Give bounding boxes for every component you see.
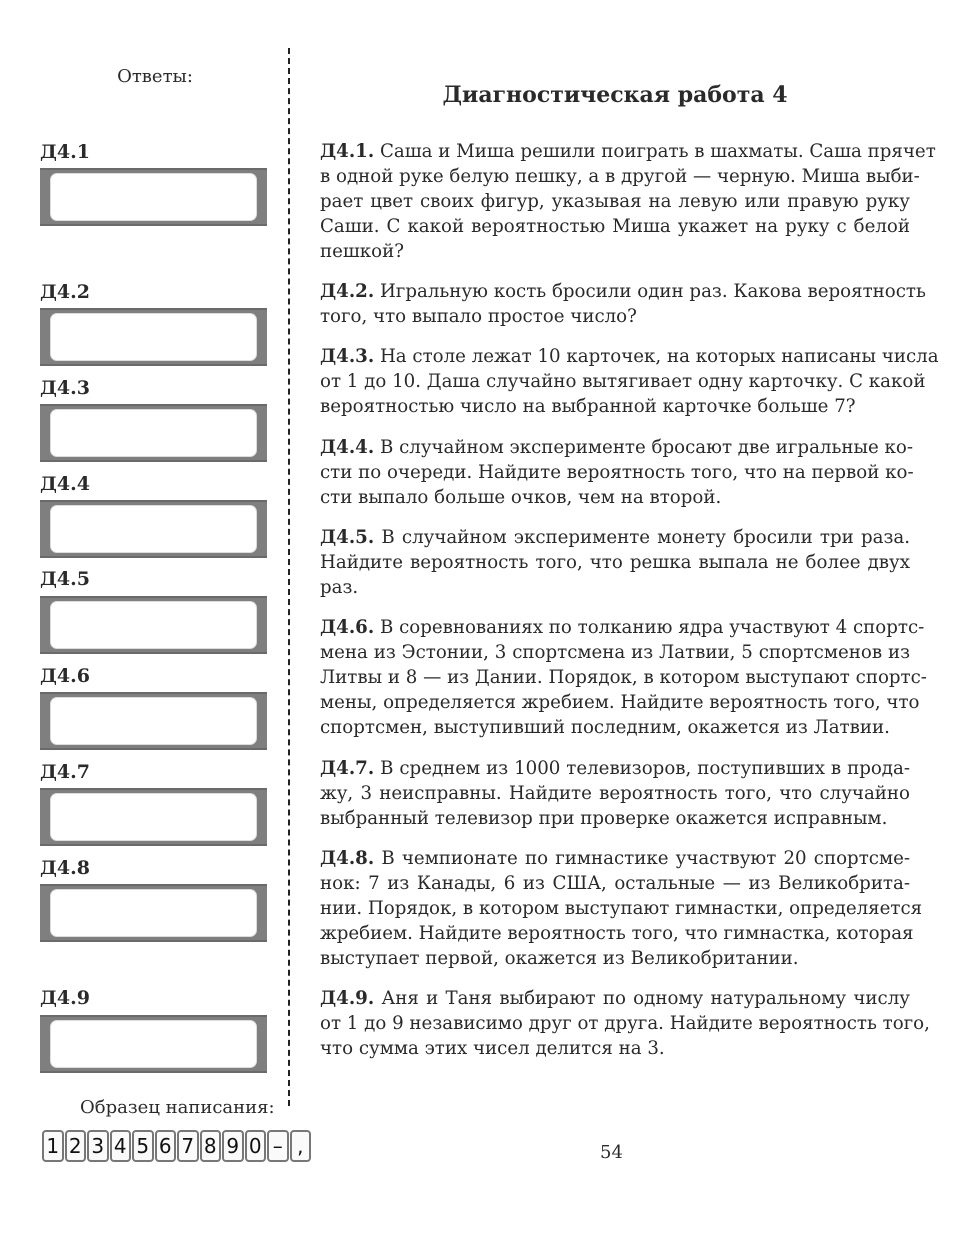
- problem-line: [320, 640, 910, 665]
- problem-line: [320, 214, 910, 239]
- problem-line: [320, 394, 910, 419]
- answer-label: Д4.7: [40, 761, 90, 783]
- answer-input-box[interactable]: [40, 404, 267, 462]
- problem-text: в одной руке белую пешку, а в другой — черную. Миша выби-: [320, 166, 920, 187]
- answer-input-box[interactable]: [40, 692, 267, 750]
- problem-line: [320, 871, 910, 896]
- answer-input-box[interactable]: [40, 788, 267, 846]
- problem-8: [320, 846, 923, 971]
- problem-text: того, что выпало простое число?: [320, 306, 637, 327]
- answer-label: Д4.4: [40, 473, 90, 495]
- problem-text: Игральную кость бросили один раз. Какова вероятность: [374, 281, 926, 302]
- sample-digit-cell: 1: [42, 1130, 64, 1162]
- problem-7: [320, 756, 910, 831]
- problem-text: Саши. С какой вероятностью Миша укажет на руку с белой: [320, 216, 910, 237]
- answer-label: Д4.1: [40, 141, 90, 163]
- problem-text: рает цвет своих фигур, указывая на левую или правую руку: [320, 191, 910, 212]
- problem-line: [320, 756, 910, 781]
- answer-input-box[interactable]: [40, 1015, 267, 1073]
- problem-line: [320, 460, 914, 485]
- problem-line: [320, 896, 923, 921]
- digit-sample-row: [42, 1130, 311, 1162]
- problem-line: [320, 690, 920, 715]
- answer-input-field[interactable]: [50, 601, 257, 649]
- answer-label: Д4.9: [40, 987, 90, 1009]
- problem-line: [320, 1011, 930, 1036]
- problem-label: Д4.6.: [320, 617, 375, 638]
- problem-line: [320, 435, 913, 460]
- problem-line: [320, 806, 910, 831]
- problem-line: [320, 781, 910, 806]
- problem-line: [320, 921, 914, 946]
- problem-text: нии. Порядок, в котором выступают гимнастки, определяется: [320, 898, 923, 919]
- answer-input-field[interactable]: [50, 697, 257, 745]
- problem-label: Д4.2.: [320, 281, 375, 302]
- problem-line: [320, 139, 936, 164]
- problem-line: [320, 189, 910, 214]
- page-title: Диагностическая работа 4: [442, 82, 788, 108]
- problem-text: Найдите вероятность того, что решка выпала не более двух: [320, 552, 910, 573]
- answer-input-field[interactable]: [50, 793, 257, 841]
- problem-text: Аня и Таня выбирают по одному натуральному числу: [374, 988, 910, 1009]
- problem-5: [320, 525, 910, 600]
- problem-label: Д4.5.: [320, 527, 375, 548]
- problem-label: Д4.3.: [320, 346, 375, 367]
- problem-label: Д4.4.: [320, 437, 375, 458]
- problem-text: жу, 3 неисправны. Найдите вероятность того, что случайно: [320, 783, 910, 804]
- problem-text: выбранный телевизор при проверке окажется исправным.: [320, 808, 888, 829]
- problem-text: от 1 до 10. Даша случайно вытягивает одну карточку. С какой: [320, 371, 926, 392]
- problem-text: Литвы и 8 — из Дании. Порядок, в котором выступают спортс-: [320, 667, 927, 688]
- problem-text: На столе лежат 10 карточек, на которых написаны числа: [374, 346, 939, 367]
- answer-input-field[interactable]: [50, 889, 257, 937]
- sample-digit-cell: 6: [155, 1130, 177, 1162]
- problem-text: Саша и Миша решили поиграть в шахматы. Саша прячет: [374, 141, 936, 162]
- sample-digit-cell: –: [267, 1130, 289, 1162]
- answer-input-field[interactable]: [50, 173, 257, 221]
- answer-input-box[interactable]: [40, 500, 267, 558]
- problem-label: Д4.1.: [320, 141, 375, 162]
- problem-text: В случайном эксперименте монету бросили три раза.: [374, 527, 910, 548]
- problem-line: [320, 485, 910, 510]
- sample-digit-cell: 3: [87, 1130, 109, 1162]
- answer-label: Д4.6: [40, 665, 90, 687]
- sample-digit-cell: 4: [110, 1130, 132, 1162]
- answer-input-field[interactable]: [50, 313, 257, 361]
- problem-text: от 1 до 9 независимо друг от друга. Найдите вероятность того,: [320, 1013, 930, 1034]
- problem-line: [320, 615, 925, 640]
- problem-line: [320, 986, 910, 1011]
- problem-text: пешкой?: [320, 241, 404, 262]
- answer-label: Д4.3: [40, 377, 90, 399]
- problem-line: [320, 279, 926, 304]
- problem-label: Д4.7.: [320, 758, 375, 779]
- sample-digit-cell: ,: [290, 1130, 312, 1162]
- sample-label: Образец написания:: [80, 1097, 275, 1118]
- answer-input-box[interactable]: [40, 884, 267, 942]
- sample-digit-cell: 2: [65, 1130, 87, 1162]
- problem-text: В среднем из 1000 телевизоров, поступивших в прода-: [374, 758, 910, 779]
- problem-text: сти выпало больше очков, чем на второй.: [320, 487, 722, 508]
- problem-label: Д4.8.: [320, 848, 375, 869]
- problem-line: [320, 715, 910, 740]
- problem-text: вероятностью число на выбранной карточке больше 7?: [320, 396, 856, 417]
- answers-heading: Ответы:: [117, 66, 193, 87]
- problem-text: что сумма этих чисел делится на 3.: [320, 1038, 665, 1059]
- problem-line: [320, 304, 910, 329]
- problem-text: В случайном эксперименте бросают две игральные ко-: [374, 437, 913, 458]
- problem-text: сти по очереди. Найдите вероятность того, что на первой ко-: [320, 462, 914, 483]
- problem-4: [320, 435, 914, 510]
- problem-line: [320, 525, 910, 550]
- cut-line-divider: [288, 48, 290, 1106]
- problem-line: [320, 239, 910, 264]
- problem-text: нок: 7 из Канады, 6 из США, остальные — из Великобрита-: [320, 873, 910, 894]
- problem-text: В чемпионате по гимнастике участвуют 20 спортсме-: [374, 848, 910, 869]
- problem-text: жребием. Найдите вероятность того, что гимнастка, которая: [320, 923, 914, 944]
- problem-2: [320, 279, 926, 329]
- sample-digit-cell: 0: [245, 1130, 267, 1162]
- answer-label: Д4.8: [40, 857, 90, 879]
- problem-text: В соревнованиях по толканию ядра участвуют 4 спортс-: [374, 617, 925, 638]
- sample-digit-cell: 9: [222, 1130, 244, 1162]
- problem-line: [320, 846, 910, 871]
- problem-text: выступает первой, окажется из Великобритании.: [320, 948, 799, 969]
- problem-text: мена из Эстонии, 3 спортсмена из Латвии, 5 спортсменов из: [320, 642, 910, 663]
- problem-line: [320, 946, 910, 971]
- answer-input-box[interactable]: [40, 596, 267, 654]
- problem-line: [320, 1036, 910, 1061]
- sample-digit-cell: 7: [177, 1130, 199, 1162]
- problem-label: Д4.9.: [320, 988, 375, 1009]
- answer-input-field[interactable]: [50, 1020, 257, 1068]
- problem-text: раз.: [320, 577, 359, 598]
- problem-3: [320, 344, 939, 419]
- sample-digit-cell: 8: [200, 1130, 222, 1162]
- problem-text: мены, определяется жребием. Найдите вероятность того, что: [320, 692, 920, 713]
- problem-line: [320, 369, 926, 394]
- sample-digit-cell: 5: [132, 1130, 154, 1162]
- answer-input-box[interactable]: [40, 308, 267, 366]
- problem-6: [320, 615, 927, 740]
- answer-label: Д4.2: [40, 281, 90, 303]
- page-number: 54: [600, 1142, 623, 1163]
- problem-line: [320, 550, 910, 575]
- problem-line: [320, 164, 920, 189]
- answer-input-box[interactable]: [40, 168, 267, 226]
- problem-line: [320, 665, 927, 690]
- problem-9: [320, 986, 930, 1061]
- answer-input-field[interactable]: [50, 409, 257, 457]
- problem-text: спортсмен, выступивший последним, окажется из Латвии.: [320, 717, 890, 738]
- problem-line: [320, 575, 910, 600]
- problem-1: [320, 139, 936, 264]
- answer-label: Д4.5: [40, 568, 90, 590]
- answer-input-field[interactable]: [50, 505, 257, 553]
- problem-line: [320, 344, 939, 369]
